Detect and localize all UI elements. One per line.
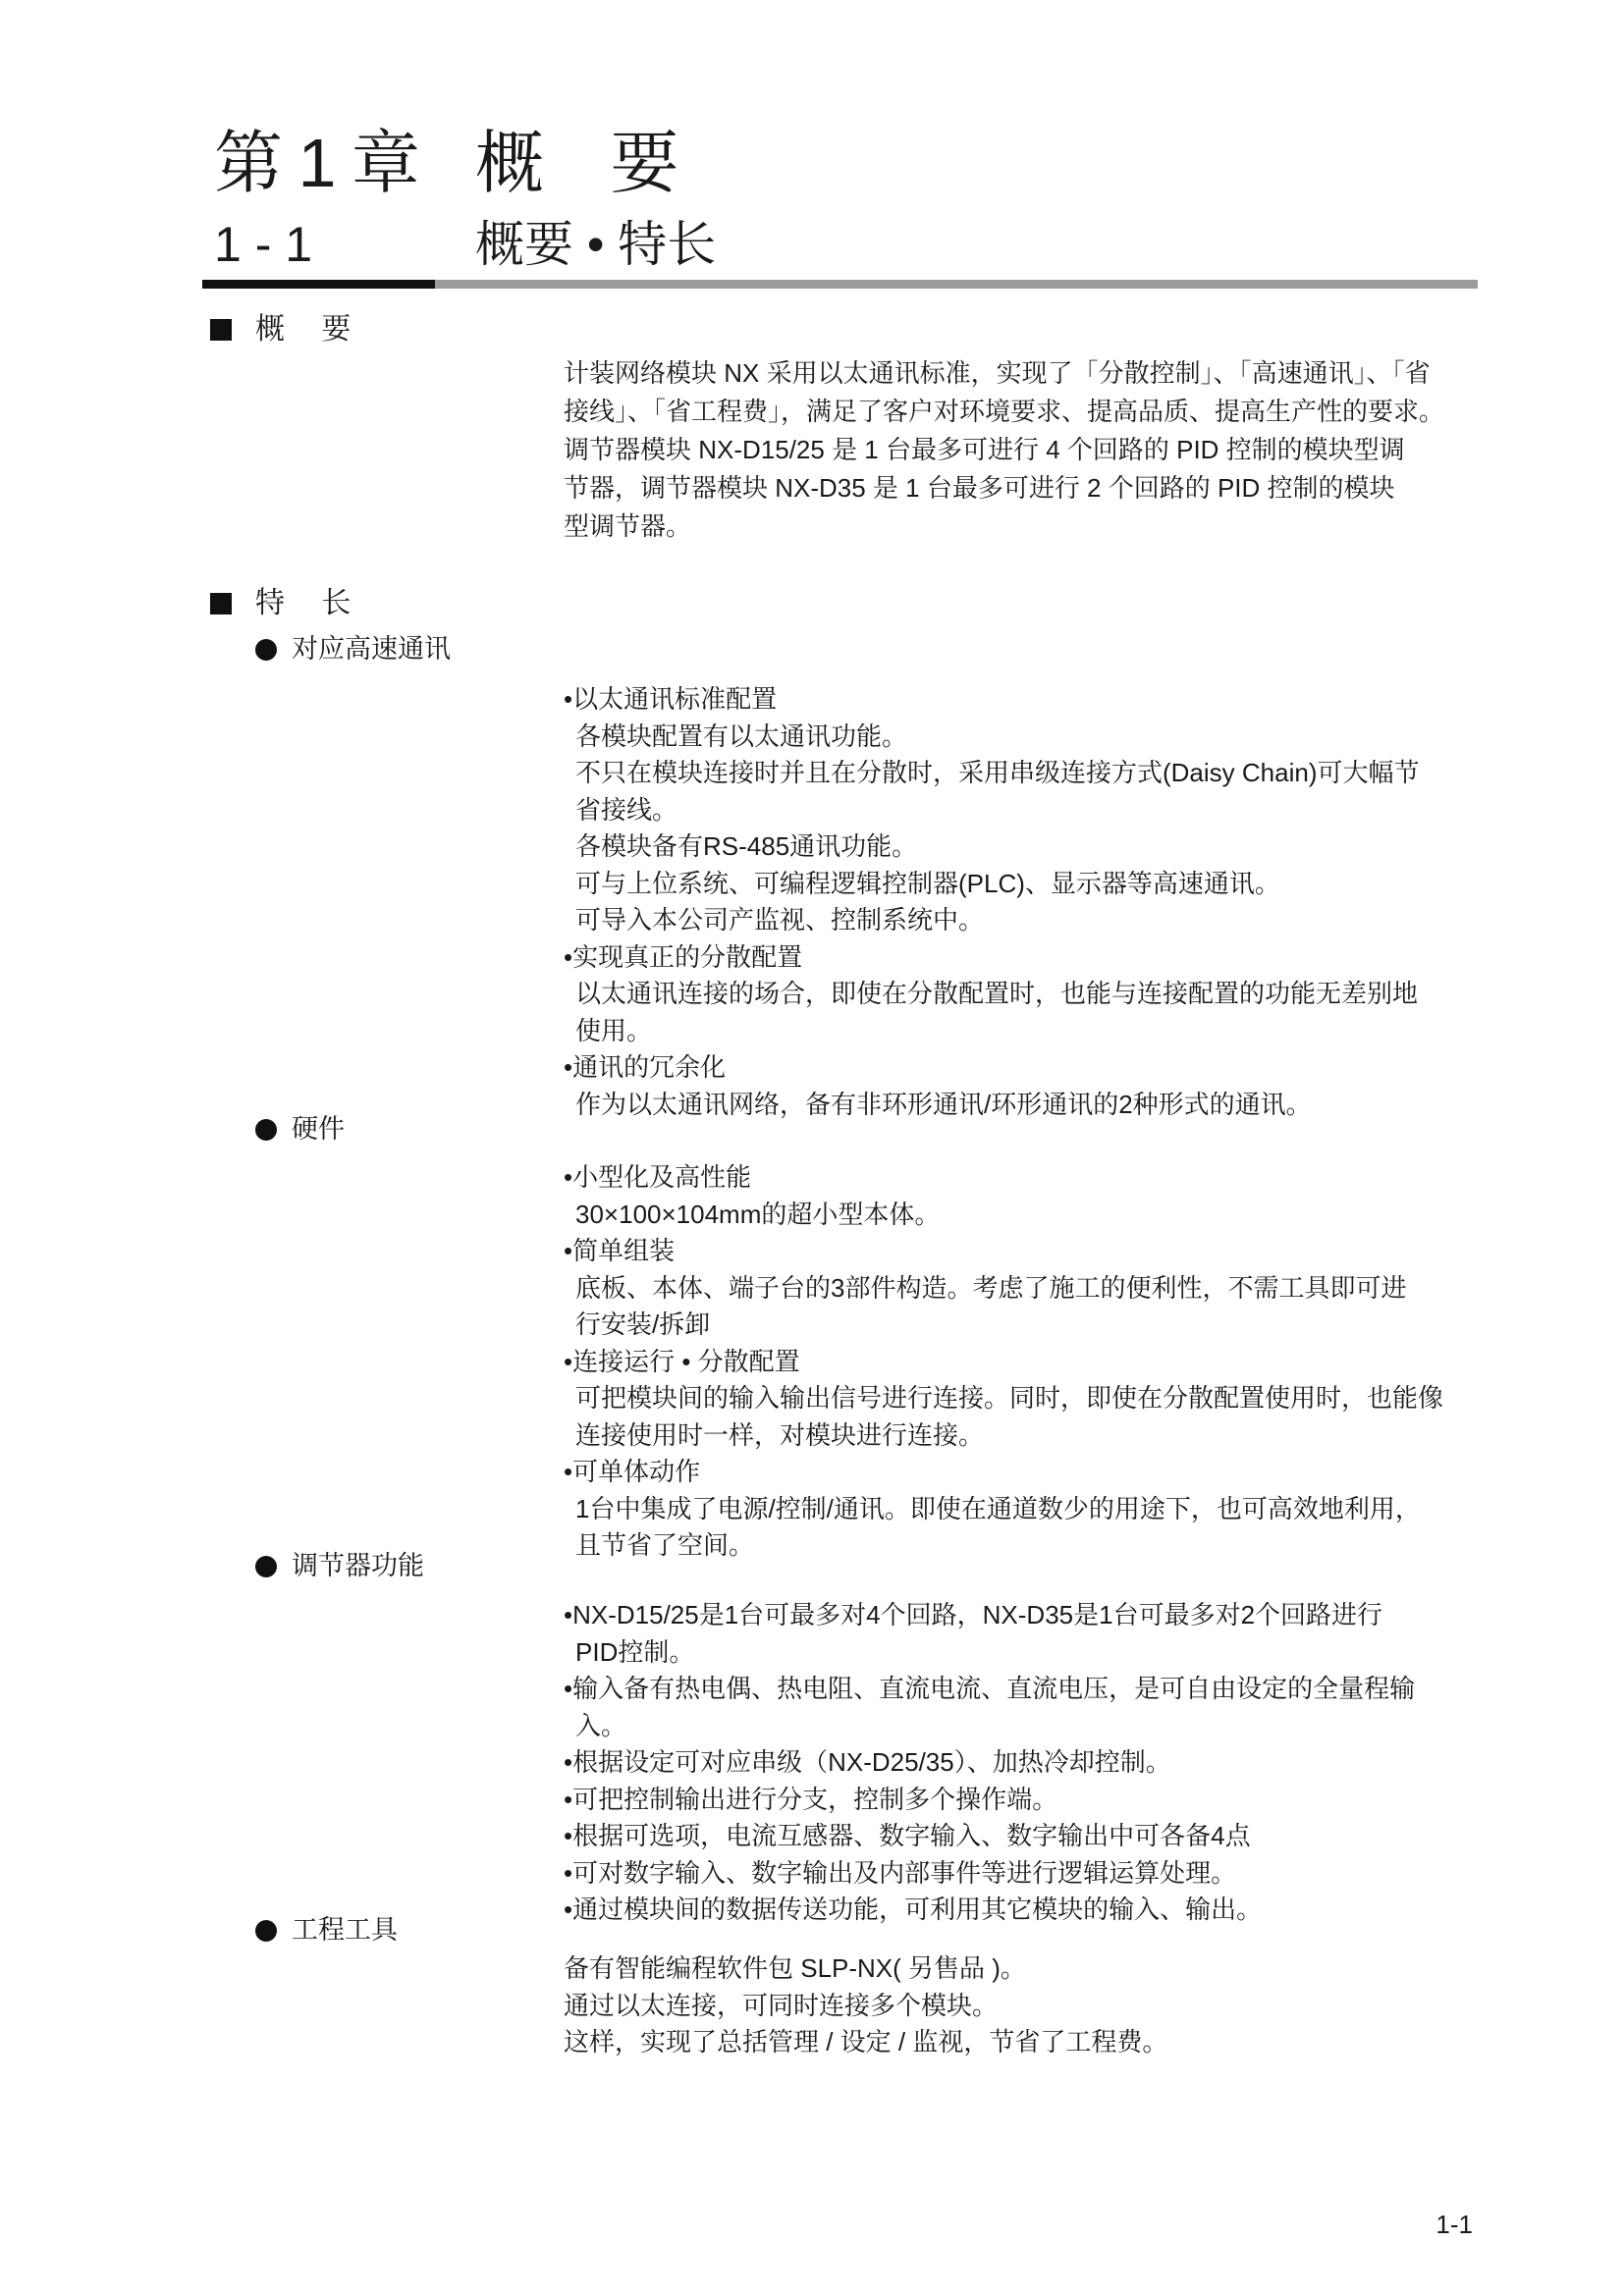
feature-item-line: 各模块配置有以太通讯功能。 [575, 721, 908, 751]
feature-item-title: •小型化及高性能 [564, 1162, 752, 1192]
feature-item-title: •简单组装 [564, 1236, 676, 1265]
feature-item-line: 底板、本体、端子台的3部件构造。考虑了施工的便利性，不需工具即可进 [575, 1272, 1407, 1303]
feature-item-title: •通讯的冗余化 [564, 1052, 727, 1082]
square-bullet-icon [210, 593, 232, 614]
paragraph-line: 通过以太连接，可同时连接多个模块。 [564, 1990, 999, 2020]
feature-group-title: 硬件 [292, 1114, 345, 1144]
feature-item-line: 不只在模块连接时并且在分散时，采用串级连接方式(Daisy Chain)可大幅节 [575, 758, 1420, 787]
section-number: 1 - 1 [214, 217, 313, 272]
feature-item-title: •NX-D15/25是1台可最多对4个回路，NX-D35是1台可最多对2个回路进行 [564, 1600, 1383, 1629]
feature-item-line: 连接使用时一样，对模块进行连接。 [575, 1419, 985, 1450]
feature-group-title: 对应高速通讯 [292, 634, 451, 664]
feature-item-line: 可导入本公司产监视、控制系统中。 [575, 905, 985, 934]
heading-rule-light [435, 280, 1478, 289]
feature-item-title: •实现真正的分散配置 [564, 941, 803, 972]
feature-item-line: 各模块备有RS-485通讯功能。 [575, 831, 918, 861]
paragraph-line: 型调节器。 [564, 511, 692, 541]
paragraph-line: 备有智能编程软件包 SLP-NX( 另售品 )。 [564, 1953, 1026, 1983]
paragraph-line: 接线」、「省工程费」，满足了客户对环境要求、提高品质、提高生产性的要求。 [564, 397, 1445, 426]
feature-item-line: 以太通讯连接的场合，即使在分散配置时，也能与连接配置的功能无差别地 [575, 979, 1419, 1008]
feature-item-line: 作为以太通讯网络，备有非环形通讯/环形通讯的2种形式的通讯。 [575, 1089, 1312, 1119]
feature-item-title: •输入备有热电偶、热电阻、直流电流、直流电压，是可自由设定的全量程输 [564, 1674, 1416, 1703]
heading-rule-dark [202, 280, 435, 289]
feature-group-title: 工程工具 [292, 1915, 398, 1945]
feature-group-body [564, 681, 1420, 1123]
section-title: 概要 • 特长 [475, 217, 717, 272]
feature-item-line: 入。 [575, 1710, 627, 1740]
feature-group-body [564, 1159, 1443, 1565]
feature-item-line: 1台中集成了电源/控制/通讯。即使在通道数少的用途下，也可高效地利用， [575, 1493, 1421, 1523]
circle-bullet-icon [255, 639, 277, 661]
overview-paragraph [564, 354, 1444, 546]
feature-item-title: •以太通讯标准配置 [564, 684, 778, 714]
page-number: 1-1 [1435, 2210, 1473, 2239]
feature-item-line: 可把模块间的输入输出信号进行连接。同时，即使在分散配置使用时，也能像 [575, 1383, 1444, 1413]
feature-item-line: 行安装/拆卸 [575, 1309, 711, 1339]
feature-item-title: •通过模块间的数据传送功能，可利用其它模块的输入、输出。 [564, 1895, 1263, 1924]
feature-item-title: •可把控制输出进行分支，控制多个操作端。 [564, 1784, 1058, 1814]
chapter-title: 概 要 [475, 125, 679, 201]
feature-item-title: •连接运行 • 分散配置 [564, 1346, 800, 1376]
paragraph-line: 节器，调节器模块 NX-D35 是 1 台最多可进行 2 个回路的 PID 控制的模块 [564, 473, 1395, 503]
circle-bullet-icon [255, 1119, 277, 1141]
circle-bullet-icon [255, 1556, 277, 1577]
feature-item-line: 30×100×104mm的超小型本体。 [575, 1199, 941, 1229]
paragraph-line: 计装网络模块 NX 采用以太通讯标准，实现了「分散控制」、「高速通讯」、「省 [564, 358, 1431, 388]
feature-item-line: PID控制。 [575, 1636, 695, 1667]
feature-item-line: 使用。 [575, 1015, 653, 1045]
feature-item-title: •根据可选项，电流互感器、数字输入、数字输出中可各备4点 [564, 1821, 1251, 1850]
square-bullet-icon [210, 319, 232, 341]
feature-item-title: •可单体动作 [564, 1457, 701, 1486]
feature-group-body [564, 1597, 1415, 1929]
feature-group-title: 调节器功能 [292, 1551, 424, 1580]
feature-item-line: 可与上位系统、可编程逻辑控制器(PLC)、显示器等高速通讯。 [575, 868, 1280, 898]
chapter-number: 第 1 章 [214, 125, 420, 201]
feature-item-line: 且节省了空间。 [575, 1530, 755, 1560]
paragraph-line: 这样，实现了总括管理 / 设定 / 监视，节省了工程费。 [564, 2027, 1168, 2056]
feature-item-line: 省接线。 [575, 794, 678, 825]
circle-bullet-icon [255, 1920, 277, 1942]
overview-heading: 概 要 [255, 313, 352, 346]
feature-item-title: •根据设定可对应串级（NX-D25/35）、加热冷却控制。 [564, 1747, 1171, 1777]
feature-item-title: •可对数字输入、数字输出及内部事件等进行逻辑运算处理。 [564, 1857, 1237, 1888]
features-heading: 特 长 [255, 587, 352, 619]
paragraph-line: 调节器模块 NX-D15/25 是 1 台最多可进行 4 个回路的 PID 控制的模块型调 [564, 435, 1405, 464]
feature-group-body [564, 1950, 1167, 2061]
